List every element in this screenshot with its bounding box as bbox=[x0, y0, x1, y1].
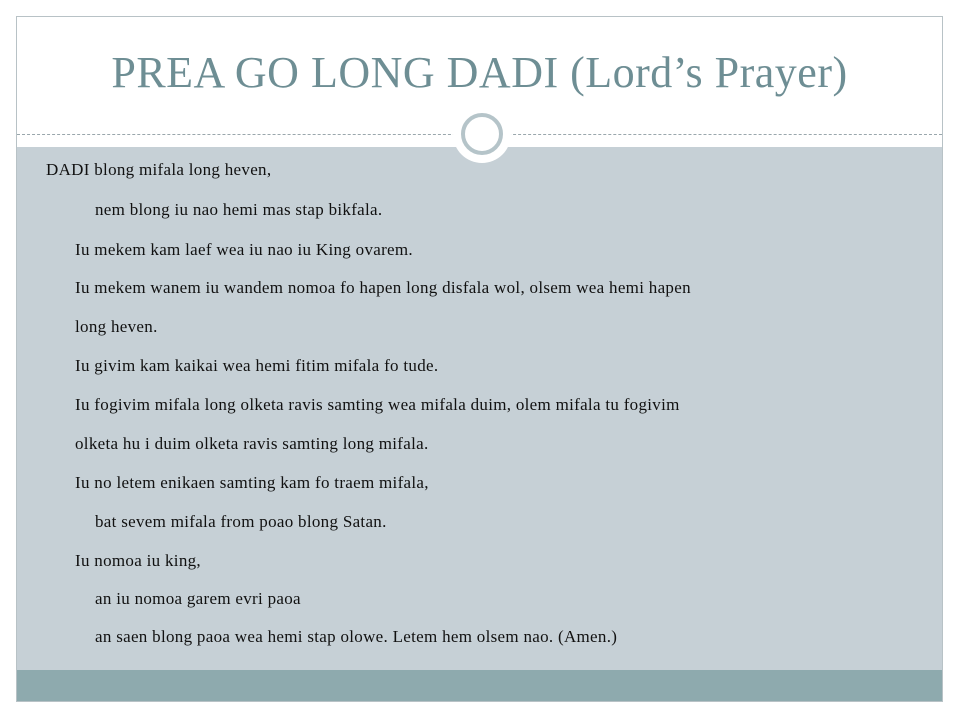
prayer-line: DADI blong mifala long heven, bbox=[46, 160, 272, 179]
slide-title: PREA GO LONG DADI (Lord’s Prayer) bbox=[111, 48, 848, 97]
prayer-line: long heven. bbox=[75, 317, 158, 336]
prayer-line: bat sevem mifala from poao blong Satan. bbox=[95, 512, 387, 531]
prayer-line: an iu nomoa garem evri paoa bbox=[95, 589, 301, 608]
circle-ring-icon bbox=[453, 105, 511, 163]
circle-ring-inner bbox=[461, 113, 503, 155]
prayer-line: Iu fogivim mifala long olketa ravis samting wea mifala duim, olem mifala tu fogivim bbox=[75, 395, 680, 414]
footer-bar bbox=[17, 670, 942, 702]
prayer-line: an saen blong paoa wea hemi stap olowe. Letem hem olsem nao. (Amen.) bbox=[95, 627, 618, 646]
prayer-line: Iu givim kam kaikai wea hemi fitim mifala fo tude. bbox=[75, 356, 439, 375]
prayer-line: Iu no letem enikaen samting kam fo traem mifala, bbox=[75, 473, 429, 492]
prayer-line: Iu mekem wanem iu wandem nomoa fo hapen long disfala wol, olsem wea hemi hapen bbox=[75, 278, 691, 297]
prayer-line: olketa hu i duim olketa ravis samting long mifala. bbox=[75, 434, 429, 453]
prayer-line: nem blong iu nao hemi mas stap bikfala. bbox=[95, 200, 383, 219]
prayer-line: Iu nomoa iu king, bbox=[75, 551, 201, 570]
prayer-line: Iu mekem kam laef wea iu nao iu King ovarem. bbox=[75, 240, 413, 259]
